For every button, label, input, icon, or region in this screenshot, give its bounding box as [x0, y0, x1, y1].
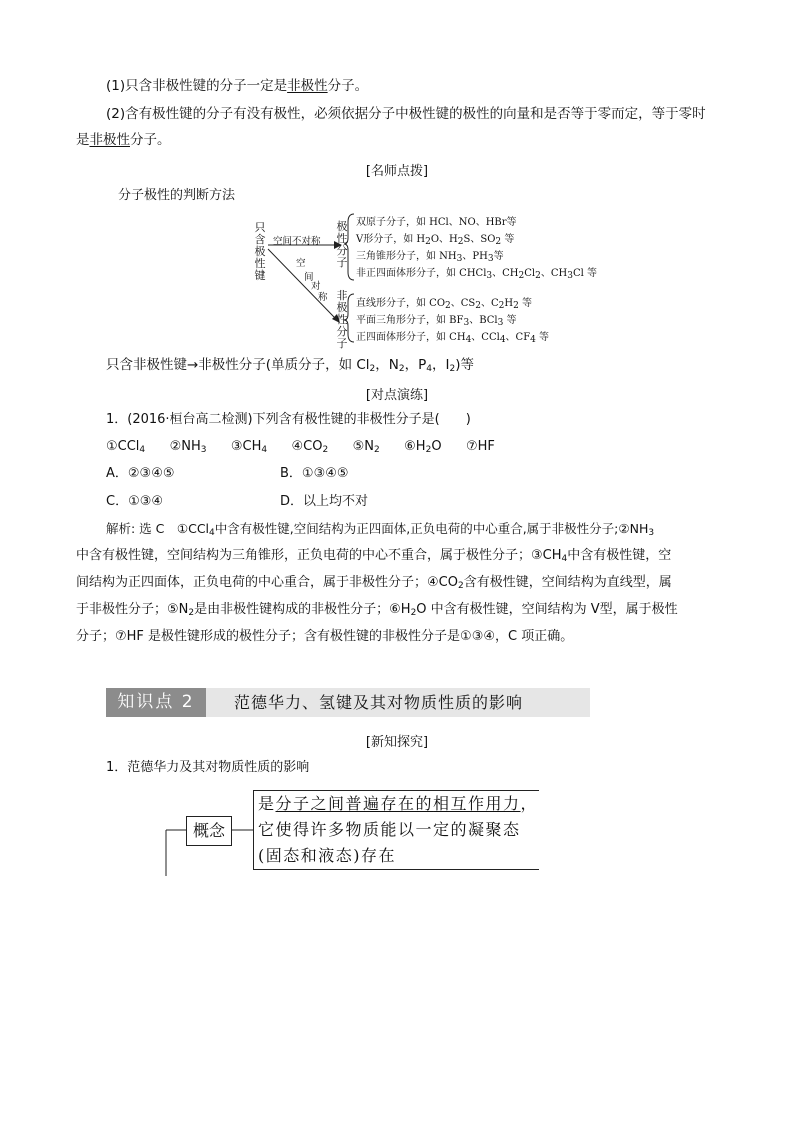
t: 、CF — [505, 332, 531, 343]
underlined-1: 分子之间普遍存在的 — [275, 794, 434, 813]
s: 2 — [188, 608, 195, 618]
paragraph-2-line2 — [76, 130, 171, 150]
tag-mingshi: [名师点拨] — [365, 164, 429, 179]
analysis-line-5: 分子；⑦HF 是极性键形成的极性分子；含有极性键的非极性分子是①③④，C 项正确。 — [76, 629, 574, 644]
t: 于非极性分子；⑤N — [76, 602, 189, 617]
s: 2 — [445, 301, 451, 311]
t: 非正四面体形分子，如 CHCl — [356, 268, 487, 279]
s: 2 — [425, 445, 432, 455]
s: 2 — [457, 581, 464, 591]
t: 平面三角形分子，如 BF — [356, 315, 464, 326]
method-title: 分子极性的判断方法 — [118, 188, 236, 203]
tag-xinzhi: [新知探究] — [365, 735, 429, 750]
t: 解析: 选 C ①CCl — [106, 521, 210, 536]
s: 3 — [456, 254, 463, 264]
t: 等 — [501, 234, 515, 245]
nonpolar-label: 非极性分子 — [336, 289, 348, 350]
analysis-line-3 — [76, 573, 672, 593]
s: 4 — [426, 364, 433, 374]
t: 等 — [503, 315, 517, 326]
s: 3 — [567, 271, 573, 281]
opt: ⑥H — [404, 439, 426, 454]
t: S、SO — [463, 234, 496, 245]
s: 2 — [398, 364, 405, 374]
s: 2 — [410, 608, 417, 618]
s: 4 — [261, 445, 268, 455]
t: Cl 等 — [572, 268, 597, 279]
sym-char-1: 空 — [296, 258, 306, 269]
polar-label: 极性分子 — [336, 220, 348, 269]
s: 3 — [497, 318, 504, 328]
t: 、CH — [492, 268, 519, 279]
polar-item-4 — [356, 264, 597, 279]
sym-char-2: 间 — [304, 272, 314, 283]
paragraph-1 — [106, 76, 368, 96]
t: 直线形分子，如 CO — [356, 298, 446, 309]
nonpolar-item-2 — [356, 311, 517, 326]
t: 等 — [518, 298, 533, 309]
choice-b: B．①③④⑤ — [280, 466, 349, 481]
s: 4 — [209, 528, 215, 538]
s: 2 — [475, 301, 482, 311]
t: ，P — [404, 357, 427, 373]
para2-post: 分子。 — [130, 132, 171, 148]
s: 2 — [535, 271, 541, 281]
sub-heading: 1．范德华力及其对物质性质的影响 — [106, 760, 310, 775]
t: 、C — [481, 298, 499, 309]
opt: ③CH — [230, 439, 262, 454]
t: O 中含有极性键，空间结构为 V型，属于极性 — [416, 602, 678, 617]
polar-item-3 — [356, 247, 504, 262]
asym-label: 空间不对称 — [273, 236, 321, 247]
s: 2 — [495, 237, 502, 247]
opt: O — [431, 439, 442, 454]
polar-brace — [344, 214, 354, 280]
question-1: 1．(2016·桓台高二检测)下列含有极性键的非极性分子是( ) — [106, 412, 471, 427]
para1-text: (1)只含非极性键的分子一定是 — [106, 78, 288, 94]
sym-char-3: 对 — [311, 281, 321, 292]
s: 2 — [513, 301, 519, 311]
t: 是 — [258, 794, 276, 813]
section-label: 知识点 2 — [106, 688, 206, 717]
s: 3 — [648, 528, 655, 538]
nonpolar-item-1 — [356, 294, 532, 309]
t: 正四面体形分子，如 CH — [356, 332, 466, 343]
nonpolar-brace — [344, 294, 354, 342]
s: 2 — [449, 364, 456, 374]
s: 4 — [139, 445, 146, 455]
t: 、CCl — [471, 332, 500, 343]
t: 中含有极性键，空 — [567, 548, 672, 563]
para1-tail: 分子。 — [327, 78, 369, 94]
tag-duidian: [对点演练] — [365, 388, 429, 403]
t: 只含非极性键→非极性分子(单质分子，如 Cl — [106, 357, 370, 373]
options-line — [106, 437, 495, 457]
s: 3 — [463, 318, 470, 328]
opt: ①CCl — [106, 439, 140, 454]
opt: ④CO — [291, 439, 323, 454]
nonpolar-summary — [106, 355, 474, 375]
s: 2 — [457, 237, 464, 247]
t: 等 — [535, 332, 550, 343]
sym-char-4: 称 — [318, 292, 328, 303]
para1-underlined: 非极性 — [287, 78, 328, 94]
t: 中含有极性键,空间结构为正四面体,正负电荷的中心重合,属于非极性分子;②NH — [214, 521, 649, 536]
t: 三角锥形分子，如 NH — [356, 251, 457, 262]
s: 2 — [425, 237, 431, 247]
t: O、H — [430, 234, 458, 245]
section-title: 范德华力、氢键及其对物质性质的影响 — [234, 693, 524, 712]
s: 2 — [518, 271, 525, 281]
concept-definition — [253, 790, 539, 870]
para2-pre: 是 — [76, 132, 90, 148]
polar-item-2 — [356, 230, 514, 245]
t: 是由非极性键构成的非极性分子；⑥H — [194, 602, 411, 617]
s: 2 — [374, 445, 380, 455]
polar-item-1: 双原子分子，如 HCl、NO、HBr等 — [356, 217, 517, 228]
s: 2 — [322, 445, 329, 455]
nonpolar-item-3 — [356, 328, 549, 343]
paragraph-2-line1: (2)含有极性键的分子有没有极性，必须依据分子中极性键的极性的向量和是否等于零而定，等于零时 — [106, 106, 706, 122]
opt: ②NH — [169, 439, 201, 454]
t: )等 — [455, 357, 475, 373]
analysis-line-2 — [76, 546, 671, 566]
t: 、CH — [540, 268, 568, 279]
t: 、PH — [462, 251, 488, 262]
t: 含有极性键，空间结构为直线型，属 — [463, 575, 672, 590]
s: 4 — [561, 554, 568, 564]
t: 中含有极性键，空间结构为三角锥形，正负电荷的中心不重合，属于极性分子；③CH — [76, 548, 562, 563]
analysis-line-4 — [76, 600, 678, 620]
s: 2 — [498, 301, 505, 311]
t: ，I — [432, 357, 450, 373]
t: H — [504, 298, 514, 309]
concept-label: 概念 — [186, 816, 232, 846]
t: Cl — [524, 268, 536, 279]
opt: ⑤N — [352, 439, 375, 454]
t: 间结构为正四面体，正负电荷的中心重合，属于非极性分子；④CO — [76, 575, 458, 590]
t: 等 — [493, 251, 504, 262]
t: 、BCl — [469, 315, 498, 326]
opt: ⑦HF — [465, 439, 495, 454]
para2-underlined: 非极性 — [89, 132, 130, 148]
choice-c: C．①③④ — [106, 494, 164, 509]
analysis-line-1 — [106, 519, 654, 539]
underlined-2: 相互作用力 — [433, 794, 521, 813]
s: 4 — [499, 335, 506, 345]
t: V形分子，如 H — [356, 234, 426, 245]
choice-a: A．②③④⑤ — [106, 466, 175, 481]
s: 3 — [486, 271, 493, 281]
section-header — [106, 688, 590, 717]
s: 2 — [369, 364, 376, 374]
s: 3 — [487, 254, 494, 264]
t: 、CS — [450, 298, 476, 309]
s: 3 — [200, 445, 207, 455]
s: 4 — [465, 335, 472, 345]
t: ，N — [375, 357, 399, 373]
choice-d: D．以上均不对 — [280, 494, 369, 509]
diagram-root-label: 只含极性键 — [254, 221, 266, 282]
s: 4 — [530, 335, 536, 345]
t: ，它使得许多物质能以一定的凝聚态(固态和液态)存在 — [258, 794, 539, 865]
